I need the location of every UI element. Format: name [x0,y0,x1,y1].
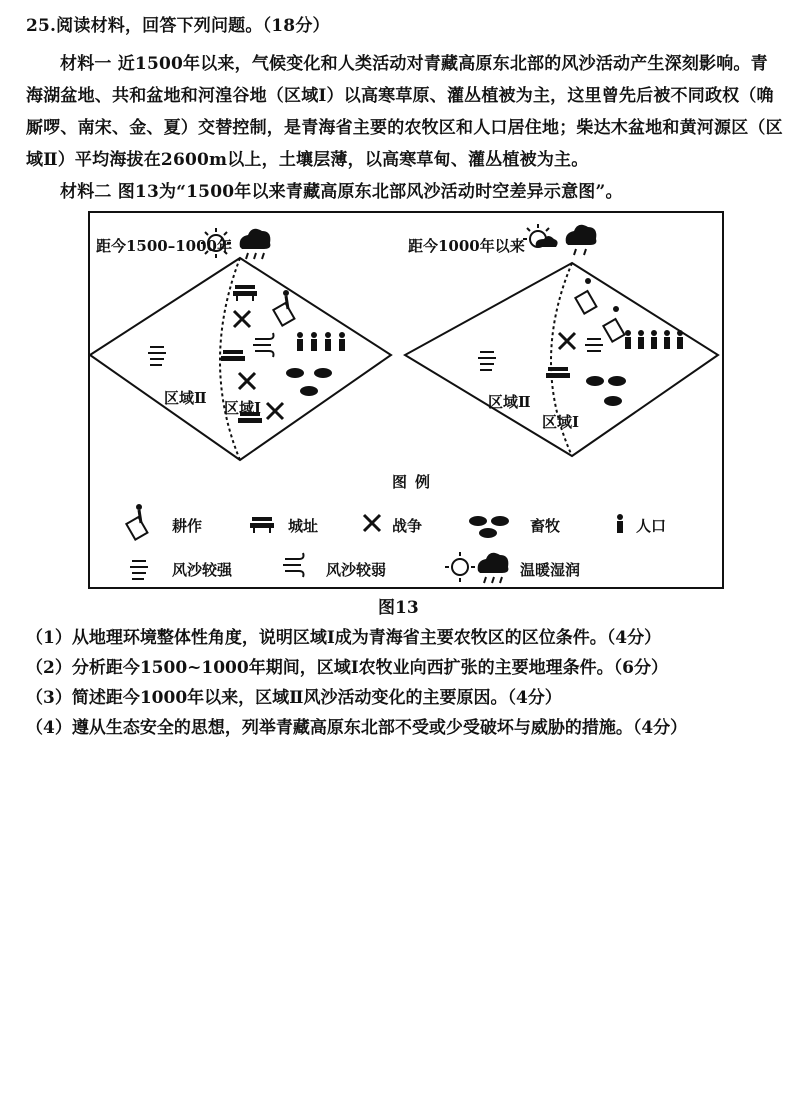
wind-strong-icon [585,339,603,351]
war-icon [267,403,283,419]
legend-farming-label: 耕作 [172,517,203,535]
legend-population-icon [617,514,623,533]
legend-title: 图例 [392,473,439,491]
wind-strong-icon [148,347,166,365]
legend-wind-weak-label: 风沙较弱 [326,561,387,579]
war-icon [559,333,575,349]
period-label-left: 距今1500–1000年 [96,237,232,255]
livestock-icons [286,368,332,396]
wind-strong-icon [478,352,496,370]
city-ruins-icon [546,367,570,378]
sun-cloud-icon [523,224,558,247]
material-one-line-2: 海湖盆地、共和盆地和河湟谷地（区域Ⅰ）以高寒草原、灌丛植被为主，这里曾先后被不同政权（唃 [26,86,774,106]
question-heading: 25.阅读材料，回答下列问题。（18分） [26,16,330,36]
region-two-label-right: 区域Ⅱ [488,393,531,411]
region-one-label-right: 区域Ⅰ [542,413,580,431]
war-icon [239,373,255,389]
legend-wind-strong-label: 风沙较强 [172,561,233,579]
city-ruins-icon [233,285,257,301]
legend-wind-strong-icon [130,561,148,579]
question-1: （1）从地理环境整体性角度，说明区域Ⅰ成为青海省主要农牧区的区位条件。（4分） [26,628,662,648]
livestock-icons [586,376,626,406]
legend-wind-weak-icon [283,553,304,577]
figure-caption: 图13 [378,598,419,618]
legend-war-label: 战争 [392,517,423,535]
material-one-line-4: 域Ⅱ）平均海拔在2600m以上，土壤层薄，以高寒草甸、灌丛植被为主。 [26,150,589,170]
question-3: （3）简述距今1000年以来，区域Ⅱ风沙活动变化的主要原因。（4分） [26,688,562,708]
farming-icon [603,306,624,342]
figure-13-diagram [88,211,724,589]
legend-city-icon [250,517,274,533]
region-two-label-left: 区域Ⅱ [164,389,207,407]
question-4: （4）遵从生态安全的思想，列举青藏高原东北部不受或少受破坏与威胁的措施。（4分） [26,718,688,738]
farming-icon [273,290,294,326]
legend-sun-icon [445,552,475,582]
legend-city-label: 城址 [288,517,319,535]
rain-cloud-icon [566,225,597,255]
population-icons [625,330,683,349]
legend-farming-icon [126,504,147,540]
city-ruins-icon [221,350,245,361]
rain-cloud-icon [240,229,271,259]
period-label-right: 距今1000年以来 [408,237,525,255]
legend-livestock-icon [469,516,509,538]
material-one-line-1: 材料一 近1500年以来，气候变化和人类活动对青藏高原东北部的风沙活动产生深刻影响。青 [60,54,768,74]
legend-warm-humid-label: 温暖湿润 [520,561,581,579]
material-two-line: 材料二 图13为“1500年以来青藏高原东北部风沙活动时空差异示意图”。 [60,182,623,202]
farming-icon [575,278,596,314]
population-icons [297,332,345,351]
legend-livestock-label: 畜牧 [530,517,561,535]
material-one-line-3: 厮啰、南宋、金、夏）交替控制，是青海省主要的农牧区和人口居住地；柴达木盆地和黄河源区（区 [26,118,783,138]
legend-rain-cloud-icon [478,553,509,583]
legend-war-icon [364,515,380,531]
region-one-label-left: 区域Ⅰ [224,399,262,417]
wind-weak-icon [253,333,274,357]
war-icon [234,311,250,327]
legend-population-label: 人口 [636,517,667,535]
question-2: （2）分析距今1500~1000年期间，区域Ⅰ农牧业向西扩张的主要地理条件。（6分） [26,658,668,678]
